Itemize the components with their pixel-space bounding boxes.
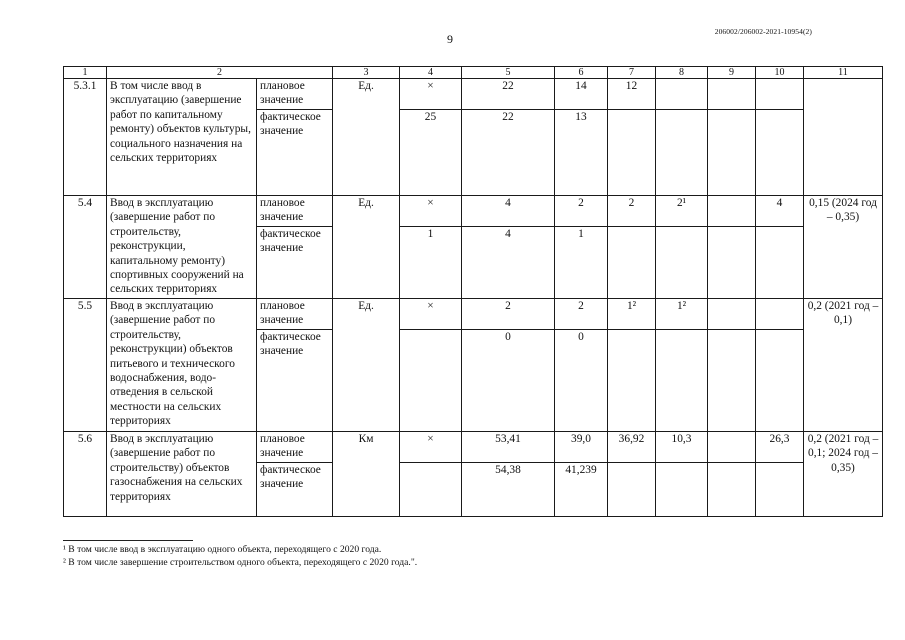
fact-value-cell <box>708 463 756 517</box>
plan-value-cell <box>756 299 804 330</box>
fact-value-cell <box>656 110 708 196</box>
plan-value-cell: 22 <box>462 79 555 110</box>
row-number: 5.3.1 <box>64 79 107 196</box>
table-row <box>64 79 883 110</box>
fact-value-cell: 1 <box>555 227 608 299</box>
fact-value-cell: 1 <box>400 227 462 299</box>
plan-value-cell: 1² <box>608 299 656 330</box>
unit-cell: Ед. <box>333 299 400 432</box>
column-number: 6 <box>555 67 608 79</box>
plan-value-cell: 53,41 <box>462 432 555 463</box>
note-cell: 0,2 (2021 год – 0,1) <box>804 299 883 432</box>
plan-value-cell: × <box>400 79 462 110</box>
fact-value-cell <box>656 227 708 299</box>
fact-value-cell: 4 <box>462 227 555 299</box>
indicators-table <box>63 66 883 517</box>
column-number: 5 <box>462 67 555 79</box>
column-number: 8 <box>656 67 708 79</box>
document-id: 206002/206002-2021-10954(2) <box>714 27 812 36</box>
column-number: 4 <box>400 67 462 79</box>
column-number: 10 <box>756 67 804 79</box>
fact-value-cell <box>708 110 756 196</box>
fact-value-cell <box>656 330 708 432</box>
plan-value-cell: 26,3 <box>756 432 804 463</box>
plan-value-cell: 12 <box>608 79 656 110</box>
fact-value-cell <box>756 110 804 196</box>
fact-value-cell: 25 <box>400 110 462 196</box>
plan-label: плановое значение <box>257 196 333 227</box>
plan-value-cell: 39,0 <box>555 432 608 463</box>
column-number: 9 <box>708 67 756 79</box>
plan-value-cell: 1² <box>656 299 708 330</box>
note-cell: 0,2 (2021 год – 0,1; 2024 год – 0,35) <box>804 432 883 517</box>
table-row <box>64 432 883 463</box>
table-row <box>64 196 883 227</box>
fact-value-cell: 41,239 <box>555 463 608 517</box>
plan-value-cell: 2 <box>462 299 555 330</box>
fact-label: фактическое значение <box>257 330 333 432</box>
unit-cell: Ед. <box>333 79 400 196</box>
fact-value-cell <box>756 227 804 299</box>
unit-cell: Км <box>333 432 400 517</box>
fact-label: фактическое значение <box>257 227 333 299</box>
fact-value-cell: 0 <box>462 330 555 432</box>
plan-label: плановое значение <box>257 299 333 330</box>
fact-value-cell <box>656 463 708 517</box>
footnote-separator <box>63 540 193 541</box>
plan-value-cell: 2 <box>608 196 656 227</box>
unit-cell: Ед. <box>333 196 400 299</box>
plan-value-cell <box>708 432 756 463</box>
row-number: 5.4 <box>64 196 107 299</box>
fact-label: фактическое значение <box>257 110 333 196</box>
plan-label: плановое значение <box>257 432 333 463</box>
fact-value-cell <box>400 330 462 432</box>
plan-value-cell: 36,92 <box>608 432 656 463</box>
indicator-name: Ввод в эксплуатацию (завершение работ по строительству, реконструкции) объектов питьевого и технического водоснабжения, водо-отведения в сельской местности на сельских территориях <box>107 299 257 432</box>
fact-value-cell: 22 <box>462 110 555 196</box>
plan-value-cell <box>708 299 756 330</box>
plan-value-cell: 2 <box>555 196 608 227</box>
fact-value-cell <box>708 227 756 299</box>
plan-value-cell: 4 <box>756 196 804 227</box>
plan-value-cell: 4 <box>462 196 555 227</box>
footnote-2: ² В том числе завершение строительством одного объекта, переходящего с 2020 года.". <box>63 557 418 568</box>
page-number: 9 <box>447 32 453 46</box>
plan-value-cell: 14 <box>555 79 608 110</box>
fact-value-cell <box>400 463 462 517</box>
fact-value-cell: 0 <box>555 330 608 432</box>
indicator-name: Ввод в эксплуатацию (завершение работ по строительству, реконструкции, капитальному ремонту) спортивных сооружений на сельских территориях <box>107 196 257 299</box>
indicator-name: В том числе ввод в эксплуатацию (завершение работ по капитальному ремонту) объектов культуры, социального назначения на сельских территориях <box>107 79 257 196</box>
fact-label: фактическое значение <box>257 463 333 517</box>
plan-value-cell: × <box>400 299 462 330</box>
column-number: 7 <box>608 67 656 79</box>
plan-value-cell: × <box>400 432 462 463</box>
fact-value-cell <box>756 330 804 432</box>
fact-value-cell: 13 <box>555 110 608 196</box>
table-row <box>64 299 883 330</box>
plan-label: плановое значение <box>257 79 333 110</box>
plan-value-cell: 10,3 <box>656 432 708 463</box>
column-number: 1 <box>64 67 107 79</box>
fact-value-cell <box>708 330 756 432</box>
fact-value-cell: 54,38 <box>462 463 555 517</box>
plan-value-cell <box>708 79 756 110</box>
fact-value-cell <box>608 110 656 196</box>
column-number: 2 <box>107 67 333 79</box>
plan-value-cell: × <box>400 196 462 227</box>
plan-value-cell <box>708 196 756 227</box>
note-cell <box>804 79 883 196</box>
column-number: 11 <box>804 67 883 79</box>
column-number: 3 <box>333 67 400 79</box>
fact-value-cell <box>756 463 804 517</box>
footnote-1: ¹ В том числе ввод в эксплуатацию одного объекта, переходящего с 2020 года. <box>63 544 382 555</box>
fact-value-cell <box>608 227 656 299</box>
fact-value-cell <box>608 463 656 517</box>
header-row <box>64 67 883 79</box>
row-number: 5.6 <box>64 432 107 517</box>
note-cell: 0,15 (2024 год – 0,35) <box>804 196 883 299</box>
plan-value-cell <box>656 79 708 110</box>
plan-value-cell <box>756 79 804 110</box>
plan-value-cell: 2 <box>555 299 608 330</box>
fact-value-cell <box>608 330 656 432</box>
plan-value-cell: 2¹ <box>656 196 708 227</box>
row-number: 5.5 <box>64 299 107 432</box>
indicator-name: Ввод в эксплуатацию (завершение работ по строительству) объектов газоснабжения на сельских территориях <box>107 432 257 517</box>
